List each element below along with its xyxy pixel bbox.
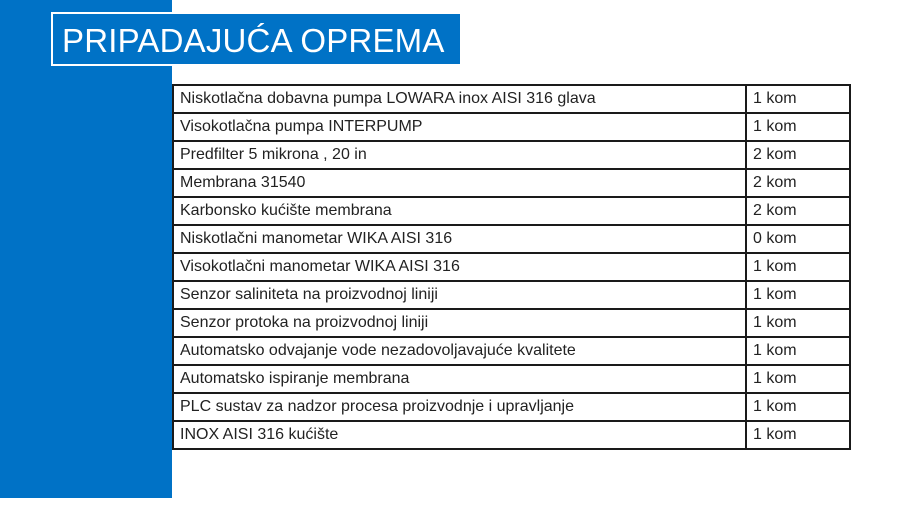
- table-row: [173, 365, 850, 393]
- table-row: [173, 393, 850, 421]
- table-row: [173, 421, 850, 449]
- item-quantity-cell: 2 kom: [746, 169, 850, 197]
- item-name-cell: Niskotlačna dobavna pumpa LOWARA inox AISI 316 glava: [173, 85, 746, 113]
- item-name-cell: Senzor saliniteta na proizvodnoj liniji: [173, 281, 746, 309]
- item-quantity-cell: 1 kom: [746, 113, 850, 141]
- table-row: [173, 113, 850, 141]
- item-quantity-cell: 1 kom: [746, 309, 850, 337]
- table-row: [173, 197, 850, 225]
- equipment-table: [172, 84, 851, 450]
- item-quantity-cell: 2 kom: [746, 141, 850, 169]
- item-name-cell: Niskotlačni manometar WIKA AISI 316: [173, 225, 746, 253]
- item-name-cell: Automatsko odvajanje vode nezadovoljavajuće kvalitete: [173, 337, 746, 365]
- table-row: [173, 309, 850, 337]
- table-row: [173, 169, 850, 197]
- item-quantity-cell: 1 kom: [746, 393, 850, 421]
- table-row: [173, 281, 850, 309]
- table-row: [173, 85, 850, 113]
- item-quantity-cell: 1 kom: [746, 421, 850, 449]
- item-name-cell: Visokotlačna pumpa INTERPUMP: [173, 113, 746, 141]
- item-quantity-cell: 1 kom: [746, 281, 850, 309]
- item-name-cell: Senzor protoka na proizvodnoj liniji: [173, 309, 746, 337]
- item-name-cell: Karbonsko kućište membrana: [173, 197, 746, 225]
- item-name-cell: INOX AISI 316 kućište: [173, 421, 746, 449]
- item-quantity-cell: 2 kom: [746, 197, 850, 225]
- item-name-cell: Automatsko ispiranje membrana: [173, 365, 746, 393]
- table-row: [173, 253, 850, 281]
- item-name-cell: Predfilter 5 mikrona , 20 in: [173, 141, 746, 169]
- table-row: [173, 337, 850, 365]
- side-accent-band: [0, 0, 172, 498]
- equipment-table-body: [173, 85, 850, 449]
- item-quantity-cell: 1 kom: [746, 337, 850, 365]
- item-quantity-cell: 1 kom: [746, 85, 850, 113]
- table-row: [173, 141, 850, 169]
- page-title: PRIPADAJUĆA OPREMA: [51, 12, 462, 66]
- item-quantity-cell: 1 kom: [746, 253, 850, 281]
- table-row: [173, 225, 850, 253]
- item-name-cell: PLC sustav za nadzor procesa proizvodnje i upravljanje: [173, 393, 746, 421]
- item-name-cell: Membrana 31540: [173, 169, 746, 197]
- item-name-cell: Visokotlačni manometar WIKA AISI 316: [173, 253, 746, 281]
- item-quantity-cell: 1 kom: [746, 365, 850, 393]
- item-quantity-cell: 0 kom: [746, 225, 850, 253]
